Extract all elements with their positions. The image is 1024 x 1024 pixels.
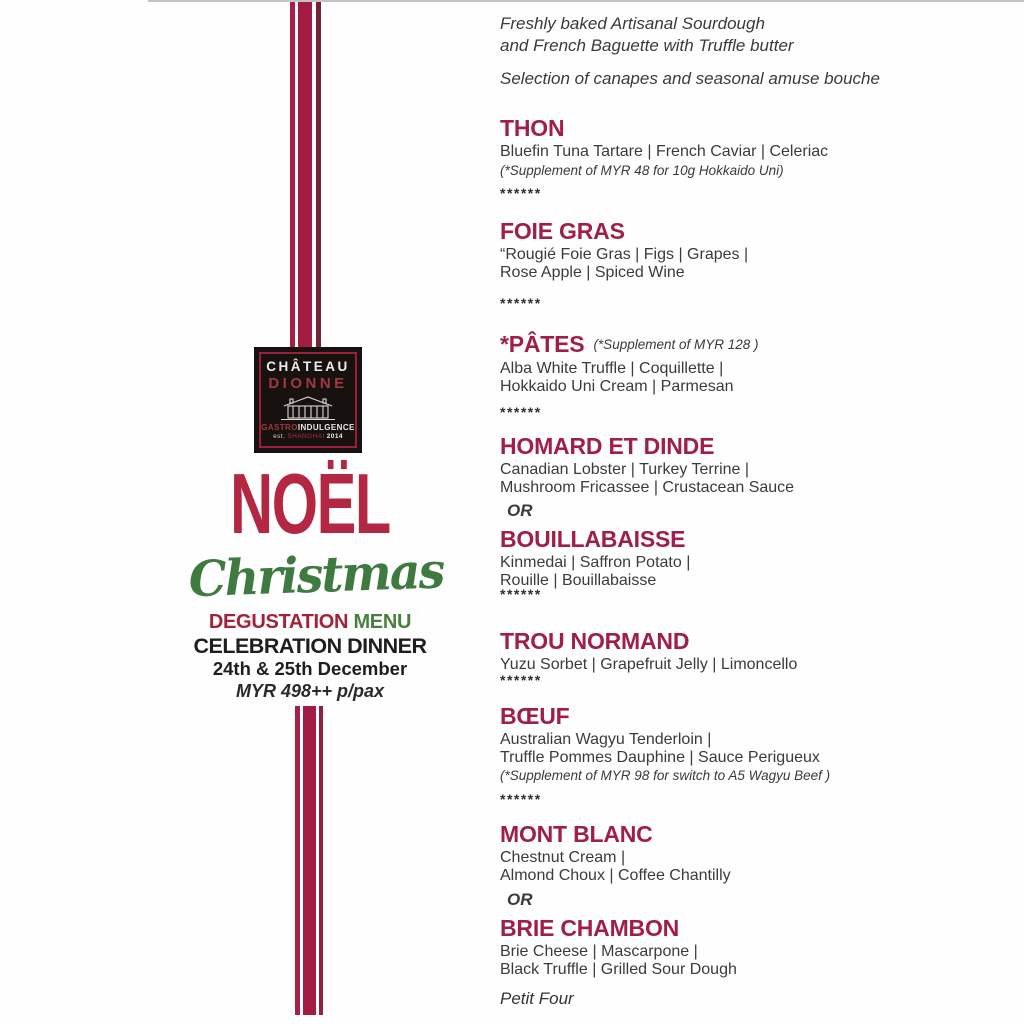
event-dates: 24th & 25th December bbox=[212, 658, 408, 679]
course-bouillabaisse bbox=[500, 527, 690, 589]
christmas-script-title: Christmas bbox=[187, 541, 445, 609]
course-line: Chestnut Cream | bbox=[500, 849, 626, 866]
course-separator: ****** bbox=[500, 791, 542, 807]
degustation-menu-label bbox=[185, 610, 435, 634]
course-title bbox=[500, 332, 759, 357]
chateau-dionne-logo bbox=[254, 347, 362, 453]
course-title: FOIE GRAS bbox=[500, 218, 625, 244]
logo-name-bottom: DIONNE bbox=[268, 375, 348, 392]
course-thon bbox=[500, 116, 828, 179]
intro-line: Selection of canapes and seasonal amuse bouche bbox=[500, 69, 880, 88]
course-line: Black Truffle | Grilled Sour Dough bbox=[500, 960, 737, 978]
logo-year: 2014 bbox=[326, 433, 343, 440]
ribbon-top-segment bbox=[290, 2, 321, 347]
course-line: “Rougié Foie Gras | Figs | Grapes | bbox=[500, 246, 749, 263]
course-supplement-note: (*Supplement of MYR 48 for 10g Hokkaido Uni) bbox=[500, 162, 784, 178]
course-line: Rose Apple | Spiced Wine bbox=[500, 263, 685, 281]
course-mont-blanc bbox=[500, 822, 731, 884]
logo-tagline bbox=[261, 423, 355, 432]
course-separator: ****** bbox=[500, 404, 542, 420]
course-title: TROU NORMAND bbox=[500, 628, 690, 654]
course-separator: ****** bbox=[500, 295, 542, 311]
logo-city: SHANGHAI bbox=[287, 433, 325, 440]
course-line: Australian Wagyu Tenderloin | bbox=[500, 731, 712, 748]
logo-est: est. bbox=[273, 433, 286, 440]
course-line: Mushroom Fricassee | Crustacean Sauce bbox=[500, 478, 795, 496]
course-separator: ****** bbox=[500, 586, 542, 602]
course-title: HOMARD ET DINDE bbox=[500, 433, 715, 459]
course-pates bbox=[500, 332, 759, 395]
course-trou-normand bbox=[500, 629, 797, 674]
ribbon-bottom-segment bbox=[290, 706, 321, 1015]
course-line: Alba White Truffle | Coquillette | bbox=[500, 360, 724, 377]
intro-line: Freshly baked Artisanal Sourdough bbox=[500, 14, 765, 33]
course-line: Brie Cheese | Mascarpone | bbox=[500, 943, 698, 960]
intro-line: and French Baguette with Truffle butter bbox=[500, 36, 794, 55]
logo-inner-frame bbox=[259, 352, 357, 448]
price-per-pax: MYR 498++ p/pax bbox=[235, 681, 385, 701]
logo-est-line bbox=[273, 433, 343, 441]
course-supplement-note: (*Supplement of MYR 128 ) bbox=[593, 337, 759, 352]
ribbon-stripe-thin-right bbox=[319, 706, 323, 1015]
ribbon-stripe-thin-left bbox=[290, 2, 295, 347]
course-line: Kinmedai | Saffron Potato | bbox=[500, 554, 691, 571]
noel-title: NOËL bbox=[230, 457, 390, 552]
course-brie-chambon bbox=[500, 916, 737, 978]
intro-canapes bbox=[500, 68, 880, 90]
course-foie-gras bbox=[500, 219, 748, 281]
course-boeuf bbox=[500, 704, 830, 784]
intro-bread bbox=[500, 13, 794, 57]
course-title: BRIE CHAMBON bbox=[500, 915, 680, 941]
course-supplement-note: (*Supplement of MYR 98 for switch to A5 Wagyu Beef ) bbox=[500, 768, 831, 783]
house-icon bbox=[277, 395, 339, 421]
ribbon-stripe-thick bbox=[298, 2, 312, 347]
or-label: OR bbox=[507, 890, 533, 909]
course-title: THON bbox=[500, 115, 565, 141]
degustation-word: DEGUSTATION bbox=[208, 611, 349, 633]
course-title-text: *PÂTES bbox=[500, 331, 585, 357]
logo-tagline-gastro: GASTRO bbox=[261, 423, 298, 432]
course-line: Almond Choux | Coffee Chantilly bbox=[500, 866, 731, 884]
course-line: Bluefin Tuna Tartare | French Caviar | Celeriac bbox=[500, 143, 829, 160]
or-label: OR bbox=[507, 501, 533, 520]
course-line: Yuzu Sorbet | Grapefruit Jelly | Limoncello bbox=[500, 656, 798, 673]
course-separator: ****** bbox=[500, 185, 542, 201]
logo-name-top: CHÂTEAU bbox=[266, 359, 350, 374]
menu-column bbox=[500, 0, 980, 1024]
course-separator: ****** bbox=[500, 672, 542, 688]
course-line: Hokkaido Uni Cream | Parmesan bbox=[500, 377, 734, 395]
course-line: Rouille | Bouillabaisse bbox=[500, 571, 657, 589]
course-line: Truffle Pommes Dauphine | Sauce Perigueux bbox=[500, 748, 820, 766]
course-line: Canadian Lobster | Turkey Terrine | bbox=[500, 461, 750, 478]
menu-word: MENU bbox=[353, 611, 412, 633]
ribbon-stripe-thin-left bbox=[295, 706, 300, 1015]
course-title: MONT BLANC bbox=[500, 821, 653, 847]
course-title: BOUILLABAISSE bbox=[500, 526, 686, 552]
ribbon-stripe-thin-right bbox=[316, 2, 321, 347]
logo-tagline-indulgence: INDULGENCE bbox=[297, 423, 355, 432]
petit-four-label: Petit Four bbox=[500, 989, 574, 1008]
ribbon-stripe-thick bbox=[303, 706, 316, 1015]
course-homard-et-dinde bbox=[500, 434, 794, 496]
course-title: BŒUF bbox=[500, 703, 570, 729]
celebration-dinner-label: CELEBRATION DINNER bbox=[193, 634, 427, 658]
